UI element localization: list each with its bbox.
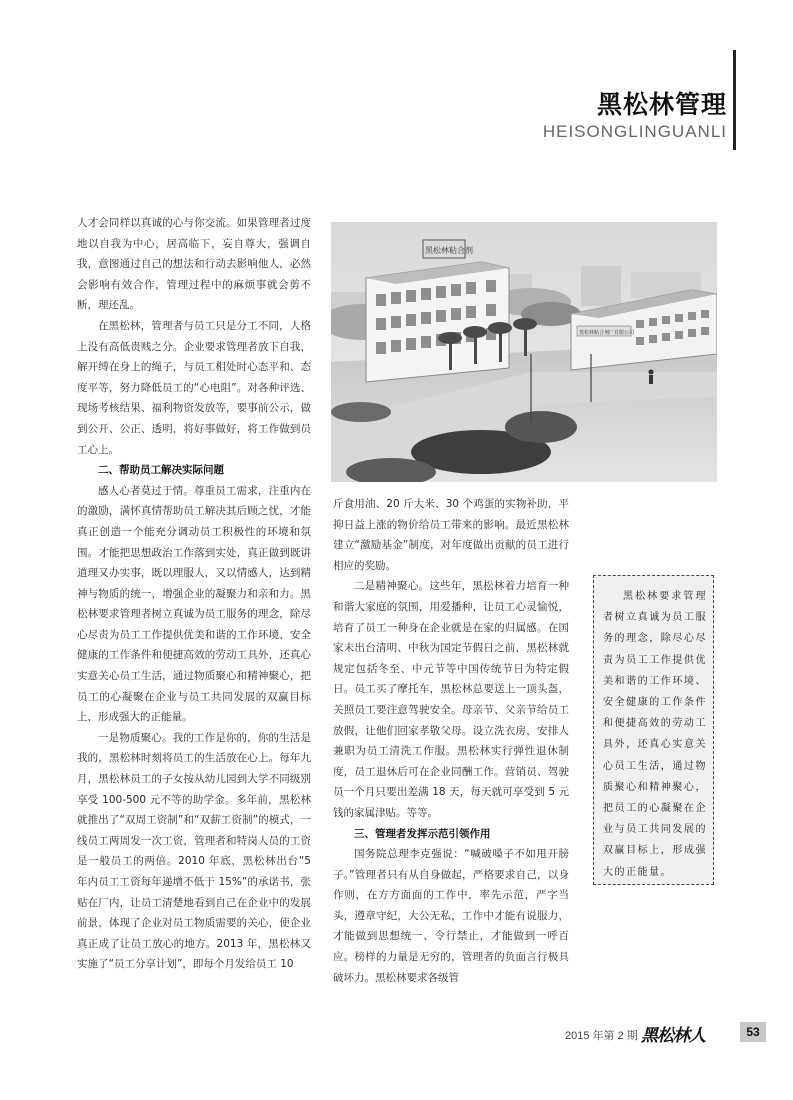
paragraph: 人才会同样以真诚的心与你交流。如果管理者过度地以自我为中心，居高临下，妄自尊大，强调自我，意图通过自己的想法和行动去影响他人，必然会影响有效合作，管理过程中的麻烦事就会剪不断，理还乱。 <box>77 217 311 312</box>
header-divider <box>733 50 736 150</box>
paragraph: 二是精神聚心。这些年，黑松林着力培育一种和谐大家庭的氛围，用爱播种，让员工心灵愉悦，培育了员工一种身在企业就是在家的归属感。在国家未出台清明、中秋为国定节假日之前，黑松林就规定包括冬至、中元节等中国传统节日为特定假日。员工买了摩托车，黑松林总要送上一顶头盔，关照员工要注意驾驶安全。母亲节、父亲节给员工放假，让他们回家孝敬父母。设立洗衣房，安排人兼职为员工清洗工作服。黑松林实行弹性退休制度，员工退休后可在企业同酬工作。营销员、驾驶员一个月只要出差满 18 天，每天就可享受到 5 元钱的家属津贴。等等。 <box>333 580 569 819</box>
paragraph: 在黑松林，管理者与员工只是分工不同，人格上没有高低贵贱之分。企业要求管理者放下自我，解开缚在身上的绳子，与员工相处时心态平和、态度平等，努力降低员工的“心电阻”。对各种评选、现场考核结果、福利物资发放等，要事前公示，做到公开、公正、透明，将好事做好，将工作做到员工心上。 <box>77 319 311 456</box>
roof-sign-text: 黑松林粘合剂 <box>425 246 473 255</box>
section-title: 黑松林管理 <box>596 90 727 119</box>
paragraph: 国务院总理李克强说：“喊破嗓子不如甩开膀子。”管理者只有从自身做起，严格要求自己，以身作则，在方方面面的工作中，率先示范，严字当头，遵章守纪，大公无私，工作中才能有说服力，才能做到思想统一、令行禁止，才能做到一呼百应。榜样的力量是无穷的，管理者的负面言行极具破坏力。黑松林要求各级管 <box>333 848 569 984</box>
building-sign-text: 黑松林粘合剂厂有限公司 <box>579 330 635 336</box>
person-walking <box>649 370 654 385</box>
section-heading: 三、管理者发挥示范引领作用 <box>354 827 491 840</box>
section-subtitle: HEISONGLINGUANLI <box>542 122 727 141</box>
magazine-logo: 黑松林人 <box>641 1026 705 1046</box>
article-column-left <box>77 213 311 975</box>
article-photo <box>331 222 717 482</box>
issue-date: 2015 年第 2 期 <box>565 1030 638 1042</box>
section-heading: 二、帮助员工解决实际问题 <box>98 464 224 477</box>
page-number: 53 <box>740 1022 766 1042</box>
paragraph: 感人心者莫过于情。尊重员工需求，注重内在的激励，满怀真情帮助员工解决其后顾之忧，才能真正创造一个能充分调动员工积极性的环境和氛围。才能把思想政治工作落到实处，真正做到既讲道理又办实事，既以理服人，又以情感人，达到精神与物质的统一，增强企业的凝聚力和亲和力。黑松林要求管理者树立真诚为员工服务的理念，除尽心尽责为员工工作提供优美和谐的工作环境、安全健康的工作条件和便捷高效的劳动工具外，还真心实意关心员工生活，通过物质聚心和精神聚心，把员工的心凝聚在企业与员工共同发展的双赢目标上，形成强大的正能量。 <box>77 484 311 724</box>
pull-quote-text: 黑松林要求管理者树立真诚为员工服务的理念，除尽心尽责为员工工作提供优美和谐的工作环境、安全健康的工作条件和便捷高效的劳动工具外，还真心实意关心员工生活，通过物质聚心和精神聚心，把员工的心凝聚在企业与员工共同发展的双赢目标上，形成强大的正能量。 <box>603 591 707 878</box>
paragraph: 一是物质聚心。我的工作是你的，你的生活是我的，黑松林时刻将员工的生活放在心上。每年九月，黑松林员工的子女按从幼儿园到大学不同级别享受 100-500 元不等的助学金。多年前，黑松林就推出了“双周工资制”和“双薪工资制”的模式，一线员工两周发一次工资，管理者和特岗人员的工资是一般员工的两倍。2010 年底，黑松林出台“5 年内员工工资每年递增不低于 15%”的承诺书，张贴在厂内，让员工清楚地看到自己在企业中的发展前景，体现了企业对员工物质需要的关心，使企业真正成了让员工放心的地方。2013 年，黑松林又实施了“员工分享计划”，即每个月发给员工 10 <box>77 731 311 971</box>
article-column-right <box>333 494 569 988</box>
factory-campus-photo <box>331 222 717 482</box>
pull-quote-box <box>593 575 714 885</box>
paragraph: 斤食用油、20 斤大米、30 个鸡蛋的实物补助，平抑日益上涨的物价给员工带来的影响。最近黑松林建立“激励基金”制度，对年度做出贡献的员工进行相应的奖励。 <box>333 498 569 572</box>
